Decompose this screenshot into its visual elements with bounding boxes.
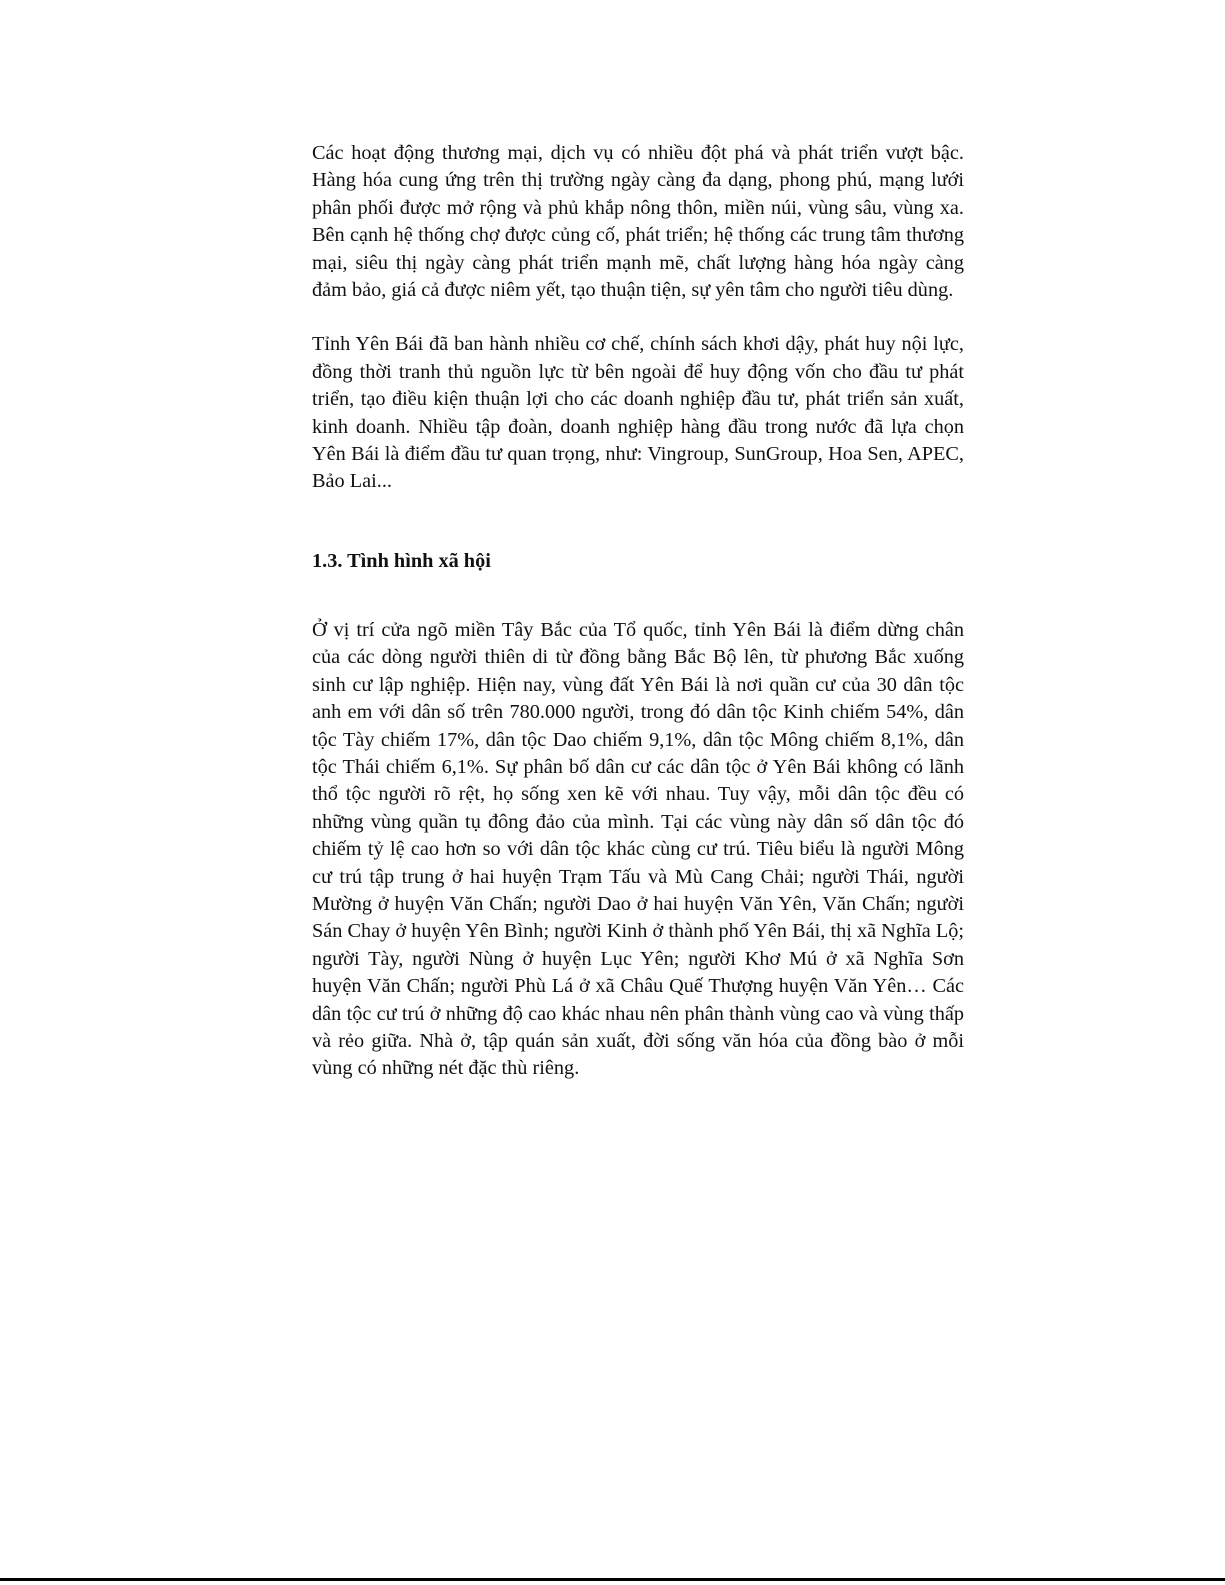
- paragraph-social-situation: Ở vị trí cửa ngõ miền Tây Bắc của Tổ quốc, tỉnh Yên Bái là điểm dừng chân của các dòng người thiên di từ đồng bằng Bắc Bộ lên, từ phương Bắc xuống sinh cư lập nghiệp. Hiện nay, vùng đất Yên Bái là nơi quần cư của 30 dân tộc anh em với dân số trên 780.000 người, trong đó dân tộc Kinh chiếm 54%, dân tộc Tày chiếm 17%, dân tộc Dao chiếm 9,1%, dân tộc Mông chiếm 8,1%, dân tộc Thái chiếm 6,1%. Sự phân bố dân cư các dân tộc ở Yên Bái không có lãnh thổ tộc người rõ rệt, họ sống xen kẽ với nhau. Tuy vậy, mỗi dân tộc đều có những vùng quần tụ đông đảo của mình. Tại các vùng này dân số dân tộc đó chiếm tỷ lệ cao hơn so với dân tộc khác cùng cư trú. Tiêu biểu là người Mông cư trú tập trung ở hai huyện Trạm Tấu và Mù Cang Chải; người Thái, người Mường ở huyện Văn Chấn; người Dao ở hai huyện Văn Yên, Văn Chấn; người Sán Chay ở huyện Yên Bình; người Kinh ở thành phố Yên Bái, thị xã Nghĩa Lộ; người Tày, người Nùng ở huyện Lục Yên; người Khơ Mú ở xã Nghĩa Sơn huyện Văn Chấn; người Phù Lá ở xã Châu Quế Thượng huyện Văn Yên… Các dân tộc cư trú ở những độ cao khác nhau nên phân thành vùng cao và vùng thấp và rẻo giữa. Nhà ở, tập quán sản xuất, đời sống văn hóa của đồng bào ở mỗi vùng có những nét đặc thù riêng.: [312, 618, 964, 1080]
- section-heading: 1.3. Tình hình xã hội: [312, 549, 491, 572]
- paragraph-commerce-services: Các hoạt động thương mại, dịch vụ có nhiều đột phá và phát triển vượt bậc. Hàng hóa cung ứng trên thị trường ngày càng đa dạng, phong phú, mạng lưới phân phối được mở rộng và phủ khắp nông thôn, miền núi, vùng sâu, vùng xa. Bên cạnh hệ thống chợ được củng cố, phát triển; hệ thống các trung tâm thương mại, siêu thị ngày càng phát triển mạnh mẽ, chất lượng hàng hóa ngày càng đảm bảo, giá cả được niêm yết, tạo thuận tiện, sự yên tâm cho người tiêu dùng.: [312, 142, 964, 302]
- page-bottom-border: [0, 1578, 1225, 1581]
- page-content: [312, 140, 964, 1083]
- paragraph-investment-policy: Tỉnh Yên Bái đã ban hành nhiều cơ chế, chính sách khơi dậy, phát huy nội lực, đồng thời tranh thủ nguồn lực từ bên ngoài để huy động vốn cho đầu tư phát triển, tạo điều kiện thuận lợi cho các doanh nghiệp đầu tư, phát triển sản xuất, kinh doanh. Nhiều tập đoàn, doanh nghiệp hàng đầu trong nước đã lựa chọn Yên Bái là điểm đầu tư quan trọng, như: Vingroup, SunGroup, Hoa Sen, APEC, Bảo Lai...: [312, 333, 964, 493]
